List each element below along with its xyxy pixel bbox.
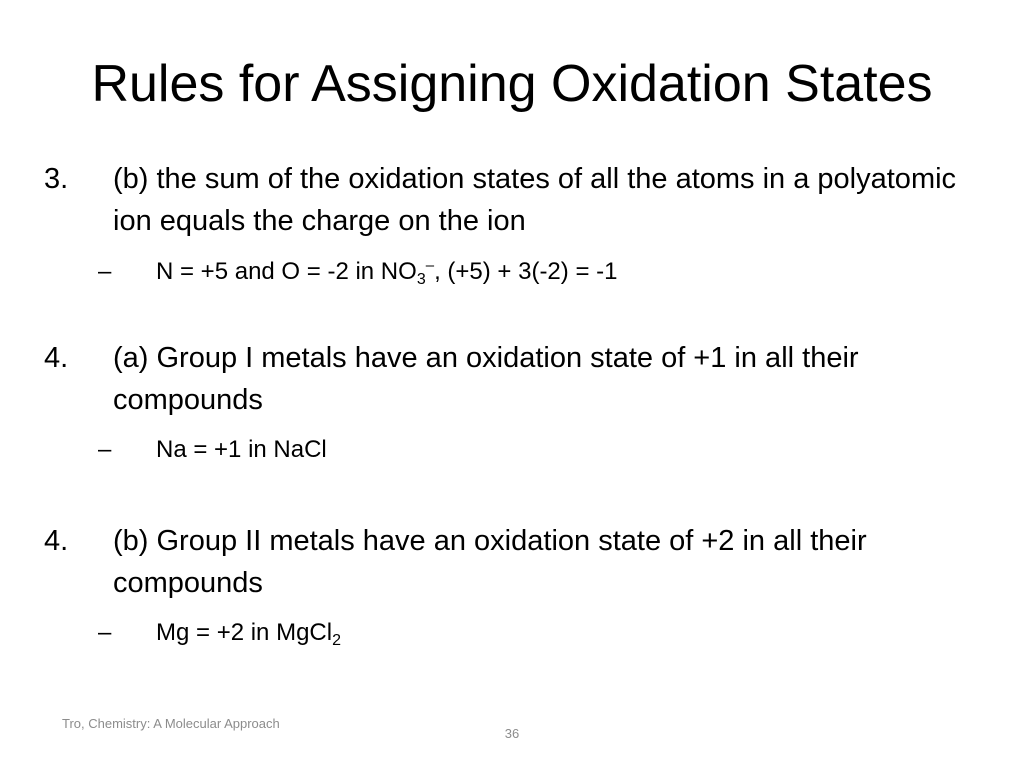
dash-bullet: – [98,436,112,463]
dash-bullet: – [98,258,112,285]
rule-number: 4. [44,342,69,374]
rule-text: (a) Group I metals have an oxidation state of +1 in all their compounds [113,342,859,416]
example-superscript: – [425,257,435,274]
example-text-main: N = +5 and O = -2 in NO [156,258,417,285]
example-subscript: 3 [416,271,426,288]
example-subscript: 2 [332,632,341,649]
example-text [156,255,617,289]
dash-bullet: – [98,619,112,646]
example-text-tail: , (+5) + 3(-2) = -1 [434,258,618,285]
rule-text: (b) the sum of the oxidation states of all the atoms in a polyatomic ion equals the charge on the ion [113,163,957,237]
rule-number: 4. [44,525,69,557]
example-text-main: Mg = +2 in MgCl [156,619,333,646]
footer-source: Tro, Chemistry: A Molecular Approach [62,716,280,731]
example-text [156,616,341,650]
rule-text: (b) Group II metals have an oxidation state of +2 in all their compounds [113,525,867,599]
slide-title: Rules for Assigning Oxidation States [91,55,933,113]
rule-number: 3. [44,163,69,195]
example-text: Na = +1 in NaCl [156,436,327,463]
page-number: 36 [504,726,520,741]
